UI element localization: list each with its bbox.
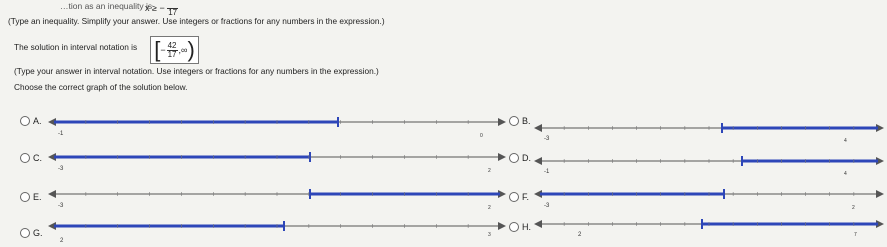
option-g-radio[interactable] — [20, 228, 30, 238]
inequality-lhs: x ≥ − — [145, 2, 165, 13]
option-d-small-label: 4 — [844, 171, 847, 177]
option-g-number-line — [48, 220, 508, 246]
option-g-tick-label: 2 — [60, 238, 64, 244]
answer-fraction — [167, 42, 178, 59]
option-c-small-label: 2 — [488, 168, 491, 174]
option-h-small-label: 7 — [854, 232, 857, 238]
option-f-letter: F. — [522, 192, 530, 202]
option-g-letter: G. — [33, 228, 43, 238]
option-g-small-label: 3 — [488, 232, 491, 238]
option-a-letter: A. — [33, 116, 42, 126]
option-e-tick-label: -3 — [58, 203, 64, 209]
option-h-radio[interactable] — [509, 222, 519, 232]
option-a-tick-label: -1 — [58, 131, 64, 137]
hint-interval: (Type your answer in interval notation. Use integers or fractions for any numbers in the expression.) — [14, 66, 379, 76]
option-c-number-line — [48, 149, 508, 185]
close-bracket: ) — [187, 37, 195, 62]
choose-instruction: Choose the correct graph of the solution below. — [14, 82, 188, 92]
option-h-tick-label: 2 — [578, 232, 582, 238]
header-inequality — [145, 0, 178, 16]
option-d-number-line — [534, 149, 884, 185]
option-b-radio[interactable] — [509, 116, 519, 126]
option-d-tick-label: -1 — [544, 169, 550, 175]
option-d-radio[interactable] — [509, 153, 519, 163]
hint-inequality: (Type an inequality. Simplify your answer. Use integers or fractions for any numbers in the expression.) — [8, 16, 385, 26]
option-c-letter: C. — [33, 153, 42, 163]
option-a-small-label: 0 — [480, 133, 483, 139]
option-b-tick-label: -3 — [544, 136, 550, 142]
inequality-den: 17 — [168, 8, 178, 16]
option-c-tick-label: -3 — [58, 166, 64, 172]
option-f-small-label: 2 — [852, 205, 855, 211]
header-clipped-text: …tion as an inequality is — [60, 1, 153, 11]
option-b-number-line — [534, 112, 884, 148]
option-b-letter: B. — [522, 116, 531, 126]
interval-answer-field[interactable] — [150, 36, 199, 64]
option-e-radio[interactable] — [20, 192, 30, 202]
option-f-radio[interactable] — [509, 192, 519, 202]
option-a-number-line — [48, 112, 508, 148]
option-a-radio[interactable] — [20, 116, 30, 126]
option-c-radio[interactable] — [20, 153, 30, 163]
option-h-letter: H. — [522, 222, 531, 232]
option-e-letter: E. — [33, 192, 42, 202]
answer-minus: − — [160, 45, 166, 55]
inequality-fraction — [167, 0, 178, 16]
option-e-number-line — [48, 186, 508, 222]
answer-numerator: 42 — [167, 40, 177, 50]
answer-tail: ,∞ — [178, 45, 188, 55]
option-f-tick-label: -3 — [544, 203, 550, 209]
option-b-small-label: 4 — [844, 138, 847, 144]
option-e-small-label: 2 — [488, 205, 491, 211]
option-d-letter: D. — [522, 153, 531, 163]
solution-label: The solution in interval notation is — [14, 42, 138, 52]
open-bracket: [ — [154, 37, 161, 62]
header-line — [0, 0, 887, 16]
option-h-number-line — [534, 216, 884, 244]
answer-denominator: 17 — [167, 49, 177, 59]
